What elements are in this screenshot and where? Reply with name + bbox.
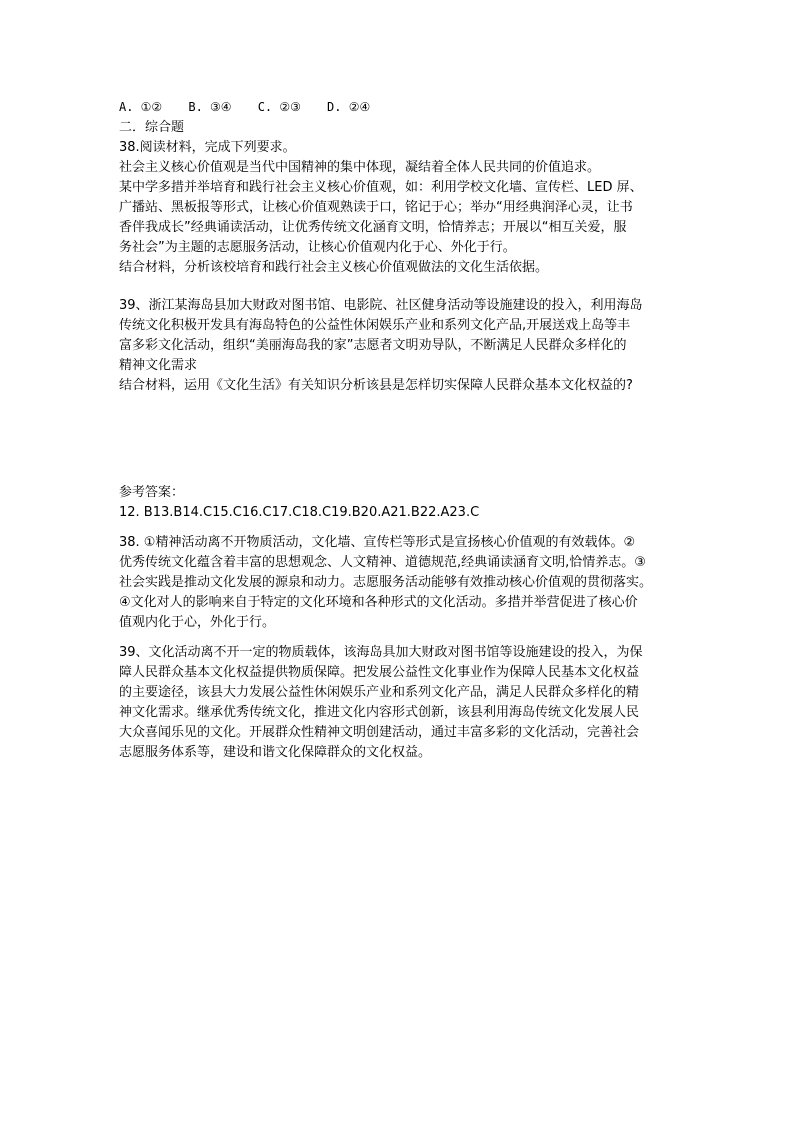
option-d: D. ②④ [327, 100, 371, 114]
option-a: A. ①② [119, 100, 163, 114]
answers-choice-key: 12. B13.B14.C15.C16.C17.C18.C19.B20.A21.B22.A23.C [119, 505, 480, 520]
q39-line: 39、浙江某海岛县加大财政对图书馆、电影院、社区健身活动等设施建设的投入，利用海岛 [119, 298, 643, 313]
answer-38-line: 38. ①精神活动离不开物质活动，文化墙、宣传栏等形式是宣扬核心价值观的有效载体。② [119, 535, 636, 550]
q38-line: 广播站、黑板报等形式，让核心价值观熟读于口，铭记于心；举办“用经典润泽心灵，让书 [119, 200, 633, 215]
page-content [119, 97, 679, 763]
answer-39-line: 障人民群众基本文化权益提供物质保障。把发展公益性文化事业作为保障人民基本文化权益 [119, 665, 640, 680]
section-title: 二．综合题 [119, 120, 185, 135]
q38-intro: 38.阅读材料，完成下列要求。 [119, 140, 296, 155]
q38-requirement: 结合材料，分析该校培育和践行社会主义核心价值观做法的文化生活依据。 [119, 260, 549, 275]
q38-line: 某中学多措并举培育和践行社会主义核心价值观，如：利用学校文化墙、宣传栏、LED 屏、 [119, 180, 643, 195]
answers-title: 参考答案： [119, 485, 185, 500]
answer-39-line: 大众喜闻乐见的文化。开展群众性精神文明创建活动，通过丰富多彩的文化活动，完善社会 [119, 725, 640, 740]
q39-line: 精神文化需求 [119, 358, 198, 373]
answer-39-line: 志愿服务体系等，建设和谐文化保障群众的文化权益。 [119, 745, 432, 760]
option-c: C. ②③ [257, 100, 301, 114]
q39-requirement: 结合材料，运用《文化生活》有关知识分析该县是怎样切实保障人民群众基本文化权益的? [119, 378, 633, 393]
answer-38-line: ④文化对人的影响来自于特定的文化环境和各种形式的文化活动。多措并举营促进了核心价 [119, 595, 638, 610]
answer-39-line: 神文化需求。继承优秀传统文化，推进文化内容形式创新，该县利用海岛传统文化发展人民 [119, 705, 640, 720]
answer-39-line: 39、文化活动离不开一定的物质载体，该海岛具加大财政对图书馆等设施建设的投入，为保 [119, 645, 643, 660]
choice-options [119, 97, 679, 118]
option-b: B. ③④ [188, 100, 232, 114]
q38-line: 务社会”为主题的志愿服务活动，让核心价值观内化于心、外化于行。 [119, 240, 516, 255]
answer-39-line: 的主要途径，该县大力发展公益性休闲娱乐产业和系列文化产品，满足人民群众多样化的精 [119, 685, 640, 700]
q39-line: 传统文化积极开发具有海岛特色的公益性休闲娱乐产业和系列文化产品,开展送戏上岛等丰 [119, 318, 631, 333]
q39-line: 富多彩文化活动，组织“美丽海岛我的家”志愿者文明劝导队，不断满足人民群众多样化的 [119, 338, 627, 353]
answer-38-line: 社会实践是推动文化发展的源泉和动力。志愿服务活动能够有效推动核心价值观的贯彻落实。 [119, 575, 653, 590]
answer-38-line: 优秀传统文化蕴含着丰富的思想观念、人文精神、道德规范,经典诵读涵育文明,恰情养志。③ [119, 555, 646, 570]
q38-line: 香伴我成长”经典诵读活动，让优秀传统文化涵育文明，恰情养志；开展以“相互关爱，服 [119, 220, 627, 235]
answer-38-line: 值观内化于心，外化于行。 [119, 615, 276, 630]
q38-line: 社会主义核心价值观是当代中国精神的集中体现，凝结着全体人民共同的价值追求。 [119, 160, 601, 175]
